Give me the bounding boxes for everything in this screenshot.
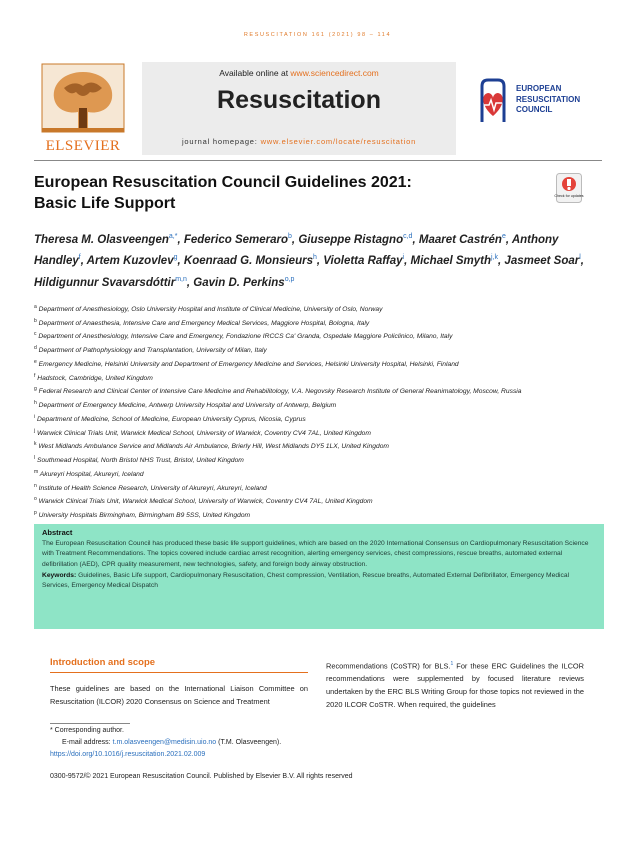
affiliation-text: Department of Anaesthesia, Intensive Care and Emergency Medical Services, Maggiore Hospital, Bologna, Italy	[38, 319, 370, 327]
author-separator: ,	[291, 233, 299, 246]
sciencedirect-link[interactable]: www.sciencedirect.com	[290, 68, 379, 78]
author-name[interactable]: Michael Smyth	[410, 255, 492, 268]
article-title: European Resuscitation Council Guidelines 2021: Basic Life Support	[34, 174, 412, 212]
affiliation-text: Hadstock, Cambridge, United Kingdom	[37, 374, 153, 382]
author-name[interactable]: Artem Kuzovlev	[86, 255, 174, 268]
author-affiliation-marker[interactable]: j,k	[491, 254, 499, 262]
author-affiliation-marker[interactable]: l	[579, 254, 581, 262]
author-separator: ,	[316, 255, 321, 268]
author-name[interactable]: Anthony Handley	[34, 233, 559, 268]
section-heading-intro: Introduction and scope	[50, 657, 156, 668]
affiliation-item	[34, 439, 604, 453]
author-name[interactable]: Maaret Castrén	[418, 233, 502, 246]
affiliation-key: b	[34, 317, 37, 324]
email-link[interactable]: t.m.olasveengen@medisin.uio.no	[112, 739, 217, 746]
author-affiliation-marker[interactable]: a,*	[168, 233, 178, 240]
affiliation-item	[34, 384, 604, 398]
abstract-text: The European Resuscitation Council has produced these basic life support guidelines, which are based on the 2020 International Consensus on Cardiopulmonary Resuscitation Science with Treatment Recommendations. The topics covered include cardiac arrest recognition, alerting emergency services, chest compressions, rescue breaths, automated external defibrillation (AED), CPR quality measurement, new technologies, safety, and foreign body airway obstruction.	[42, 540, 589, 568]
affiliation-key: j	[34, 427, 36, 434]
journal-title: Resuscitation	[217, 86, 381, 114]
author-affiliation-marker[interactable]: g	[173, 254, 178, 262]
affiliation-list	[34, 302, 604, 522]
affiliation-key: c	[34, 331, 37, 338]
author-separator: ,	[186, 276, 191, 289]
author-name[interactable]: Koenraad G. Monsieurs	[183, 255, 313, 268]
running-head: RESUSCITATION 161 (2021) 98 – 114	[243, 32, 392, 38]
erc-logo-text: EUROPEAN RESUSCITATION COUNCIL	[516, 84, 581, 114]
author-separator: ,	[498, 255, 505, 268]
affiliation-item	[34, 453, 604, 467]
header-divider	[34, 160, 602, 161]
author-list	[34, 228, 594, 292]
journal-homepage-link[interactable]: www.elsevier.com/locate/resuscitation	[260, 137, 417, 146]
author-affiliation-marker[interactable]: f	[78, 254, 81, 262]
keywords-text: Guidelines, Basic Life support, Cardiopulmonary Resuscitation, Chest compression, Ventilation, Rescue breaths, Automated External Defibrillator, Emergency Medical Services, Emergency Medical Dispatch	[42, 571, 570, 590]
affiliation-key: d	[34, 345, 37, 352]
affiliation-text: Department of Anesthesiology, Oslo University Hospital and Institute of Clinical Medicine, University of Oslo, Norway	[38, 306, 383, 314]
affiliation-text: Institute of Health Science Research, University of Akureyri, Akureyri, Iceland	[38, 484, 267, 492]
section-heading-rule	[50, 672, 308, 673]
author-name[interactable]: Theresa M. Olasveengen	[34, 233, 169, 246]
check-for-updates-label: Check for updates	[554, 194, 584, 198]
affiliation-text: West Midlands Ambulance Service and Midlands Air Ambulance, Brierly Hill, West Midlands DY5 1LX, United Kingdom	[38, 443, 389, 451]
author-separator: ,	[80, 255, 87, 268]
author-affiliation-marker[interactable]: c,d	[403, 233, 413, 240]
author-affiliation-marker[interactable]: b	[288, 233, 292, 240]
affiliation-key: n	[34, 482, 37, 489]
affiliation-key: e	[34, 358, 37, 365]
author-name[interactable]: Hildigunnur Svavarsdóttir	[34, 276, 176, 289]
author-name[interactable]: Violetta Raffay	[323, 255, 403, 268]
affiliation-key: i	[34, 413, 36, 420]
affiliation-item	[34, 481, 604, 495]
affiliation-item	[34, 343, 604, 357]
affiliation-text: Southmead Hospital, North Bristol NHS Trust, Bristol, United Kingdom	[36, 457, 244, 465]
body-text-left-column: These guidelines are based on the International Liaison Committee on Resuscitation (ILCOR) 2020 Consensus on Science and Treatment	[50, 684, 308, 706]
affiliation-text: Warwick Clinical Trials Unit, Warwick Medical School, University of Warwick, Coventry CV4 7AL, United Kingdom	[36, 429, 371, 437]
affiliation-item	[34, 467, 604, 481]
affiliation-item	[34, 494, 604, 508]
author-separator: ,	[412, 233, 416, 246]
author-name[interactable]: Giuseppe Ristagno	[298, 233, 404, 246]
available-online-line: Available online at www.sciencedirect.com	[219, 68, 379, 78]
affiliation-item	[34, 398, 604, 412]
author-separator: ,	[177, 255, 184, 268]
affiliation-key: h	[34, 400, 37, 407]
author-separator: ,	[505, 233, 512, 246]
affiliation-text: Department of Medicine, School of Medicine, European University Cyprus, Nicosia, Cyprus	[36, 416, 306, 424]
author-affiliation-marker[interactable]: i	[402, 254, 405, 262]
erc-logo-icon	[472, 72, 514, 132]
author-affiliation-marker[interactable]: m,n	[175, 275, 187, 283]
author-separator: ,	[580, 255, 584, 268]
author-affiliation-marker[interactable]: e	[501, 233, 506, 240]
author-separator: ,	[404, 255, 411, 268]
affiliation-key: f	[34, 372, 36, 379]
affiliation-text: Department of Anesthesiology, Intensive Care and Emergency, Fondazione IRCCS Ca' Granda, Ospedale Maggiore Policlinico, Milano, Italy	[38, 333, 453, 341]
affiliation-item	[34, 412, 604, 426]
affiliation-key: p	[34, 510, 37, 517]
keywords-label: Keywords:	[42, 571, 77, 579]
affiliation-item	[34, 508, 604, 522]
affiliation-item	[34, 426, 604, 440]
affiliation-key: l	[34, 455, 36, 462]
corresponding-author-note: * Corresponding author.	[50, 727, 124, 734]
author-affiliation-marker[interactable]: h	[312, 254, 317, 262]
affiliation-item	[34, 316, 604, 330]
affiliation-item	[34, 329, 604, 343]
reference-1-link[interactable]: 1	[450, 661, 454, 667]
affiliation-key: g	[34, 386, 37, 393]
affiliation-item	[34, 357, 604, 371]
author-affiliation-marker[interactable]: o,p	[284, 275, 295, 283]
affiliation-item	[34, 371, 604, 385]
author-name[interactable]: Gavin D. Perkins	[193, 276, 285, 289]
publisher-name: ELSEVIER	[45, 138, 121, 154]
journal-homepage-line: journal homepage: www.elsevier.com/locate/resuscitation	[181, 137, 417, 146]
affiliation-key: a	[34, 304, 37, 310]
abstract-heading: Abstract	[42, 528, 73, 537]
affiliation-text: Federal Research and Clinical Center of Intensive Care Medicine and Rehabilitology, V.A. Negovsky Research Institute of General Reanimatology, Moscow, Russia	[38, 388, 522, 396]
author-separator: ,	[177, 233, 184, 246]
author-name[interactable]: Federico Semeraro	[183, 233, 289, 246]
affiliation-text: Department of Pathophysiology and Transplantation, University of Milan, Italy	[38, 347, 267, 355]
check-for-updates-icon[interactable]	[556, 173, 582, 203]
email-footnote: E-mail address: t.m.olasveengen@medisin.uio.no (T.M. Olasveengen).	[62, 739, 282, 746]
footnote-divider	[50, 723, 130, 724]
copyright-notice: 0300-9572/© 2021 European Resuscitation Council. Published by Elsevier B.V. All rights reserved	[50, 773, 353, 780]
affiliation-key: m	[34, 468, 39, 475]
affiliation-key: k	[34, 441, 37, 448]
affiliation-text: Warwick Clinical Trials Unit, Warwick Medical School, University of Warwick, Coventry CV4 7AL, United Kingdom	[38, 498, 373, 506]
abstract	[42, 528, 598, 591]
affiliation-text: University Hospitals Birmingham, Birmingham B9 5SS, United Kingdom	[38, 512, 251, 520]
affiliation-text: Akureyri Hospital, Akureyri, Iceland	[39, 471, 144, 479]
affiliation-text: Department of Emergency Medicine, Antwerp University Hospital and University of Antwerp, Belgium	[38, 402, 337, 410]
affiliation-item	[34, 302, 604, 316]
doi-link[interactable]: https://doi.org/10.1016/j.resuscitation.2021.02.009	[50, 751, 206, 758]
author-name[interactable]: Jasmeet Soar	[504, 255, 580, 268]
affiliation-text: Emergency Medicine, Helsinki University and Department of Emergency Medicine and Services, Helsinki University Hospital, Helsinki, Finland	[38, 361, 459, 369]
affiliation-key: o	[34, 496, 37, 503]
body-text-right-column: Recommendations (CoSTR) for BLS.$^1$ For these ERC Guidelines the ILCOR recommendations were supplemented by focused literature reviews undertaken by the ERC BLS Writing Group for those topics not reviewed in the 2020 ILCOR CoSTR. When required, the guidelines	[326, 661, 584, 710]
